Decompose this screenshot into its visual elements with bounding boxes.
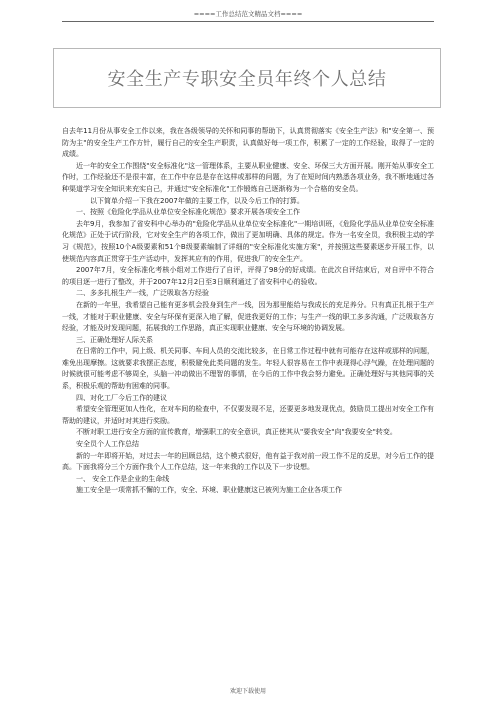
paragraph: 去年9月，我参加了省安科中心举办的"危险化学品从业单位安全标准化"一期培训班，《危险化学品从业单位安全标准化规范》正处于试行阶段，它对安全生产的各项工作，做出了更加明确、具体的规定。作为一名安全员，我积极主动的学习《规范》，按照10个A级要素和51个B级要素编制了详细的"安全标准化实施方案"，并按照这些要素逐步开展工作，以使规范内容真正贯穿于生产活动中，发挥其应有的作用，促进我厂的安全生产。 <box>62 219 434 263</box>
paragraph: 自去年11月份从事安全工作以来，我在各级领导的关怀和同事的帮助下，认真贯彻落实《安全生产法》和"安全第一、预防为主"的安全生产工作方针，履行自己的安全生产职责，认真做好每一项工作，积累了一定的工作经验，取得了一定的成绩。 <box>62 127 434 159</box>
document-title: 安全生产专职安全员年终个人总结 <box>107 69 387 90</box>
paragraph: 新的一年即将开始，对过去一年的回顾总结，这个模式很好，他有益于我对前一段工作不足的反思，对今后工作的提高。下面我将分三个方面作我个人工作总结，这一年来我的工作以及下一步设想。 <box>62 451 434 472</box>
footer-label: 欢迎下载使用 <box>229 688 266 695</box>
paragraph: 在日常的工作中，同上级、机关同事、车间人员的交流比较多，在日常工作过程中就有可能存在这样或那样的问题，难免出现摩擦。这就要求我摆正态度，积极避免此类问题的发生。年轻人很容易在工作中表现得心浮气躁，在处理问题的时候就很可能考虑不够周全，头脑一冲动做出不理智的事情，在今后的工作中我会努力避免。正确处理好与其他同事的关系，积极乐观的帮助有困难的同事。 <box>62 347 434 391</box>
paragraph: 在新的一年里，我希望自己能有更多机会投身到生产一线，因为那里能给与我成长的充足养分。只有真正扎根于生产一线，才能对于职业健康、安全与环保有更深入地了解，促进我更好的工作；与生产一线的职工多多沟通，广泛吸取各方经验，才能及时发现问题，拓展我的工作思路，真正实现职业健康、安全与环境的协调发展。 <box>62 300 434 333</box>
section-heading: 一、按照《危险化学品从业单位安全标准化规范》要求开展各项安全工作 <box>76 208 300 217</box>
paragraph: 以下简单介绍一下我在2007年做的主要工作，以及今后工作的打算。 <box>90 196 304 205</box>
section-heading: 四、对化工厂今后工作的建议 <box>76 393 167 402</box>
document-body <box>62 126 434 497</box>
section-heading: 二、多多扎根生产一线，广泛吸取各方经验 <box>76 289 209 298</box>
section-heading: 一、 安全工作是企业的生命线 <box>76 474 170 483</box>
paragraph: 不断对职工进行安全方面的宣传教育，增强职工的安全意识，真正使其从"要我安全"向"我要安全"转变。 <box>76 428 397 437</box>
paragraph: 近一年的安全工作围绕"安全标准化"这一管理体系，主要从职业健康、安全、环保三大方面开展。刚开始从事安全工作时，工作经验还不是很丰富，在工作中存总是存在这样或那样的问题，为了在短时间内熟悉各项业务，我不断地通过各种渠道学习安全知识来充实自己，并通过"安全标准化"工作锻炼自己逐渐称为一个合格的安全员。 <box>62 161 434 193</box>
subtitle: 安全员个人工作总结 <box>76 440 139 449</box>
title-box <box>53 48 441 108</box>
header-label: ====工作总结范文精品文档==== <box>193 10 303 18</box>
paragraph: 2007年7月，安全标准化考核小组对工作进行了自评，评得了98分的好成绩。在此次自评结束后，对自评中不符合的项目逐一进行了整改，并于2007年12月2日至3日顺利通过了省安科中心的验收。 <box>62 266 434 286</box>
section-heading: 三、正确处理好人际关系 <box>76 335 153 344</box>
header-rule <box>62 21 434 22</box>
paragraph: 希望安全管理更加人性化，在对车间的检查中，不仅要发现不足，还要更多地发现优点，鼓励员工提出对安全工作有帮助的建议，并适时对其进行奖励。 <box>62 405 434 425</box>
paragraph: 施工安全是一项常抓不懈的工作，安全、环境、职业健康这已被列为施工企业各项工作 <box>76 486 342 495</box>
